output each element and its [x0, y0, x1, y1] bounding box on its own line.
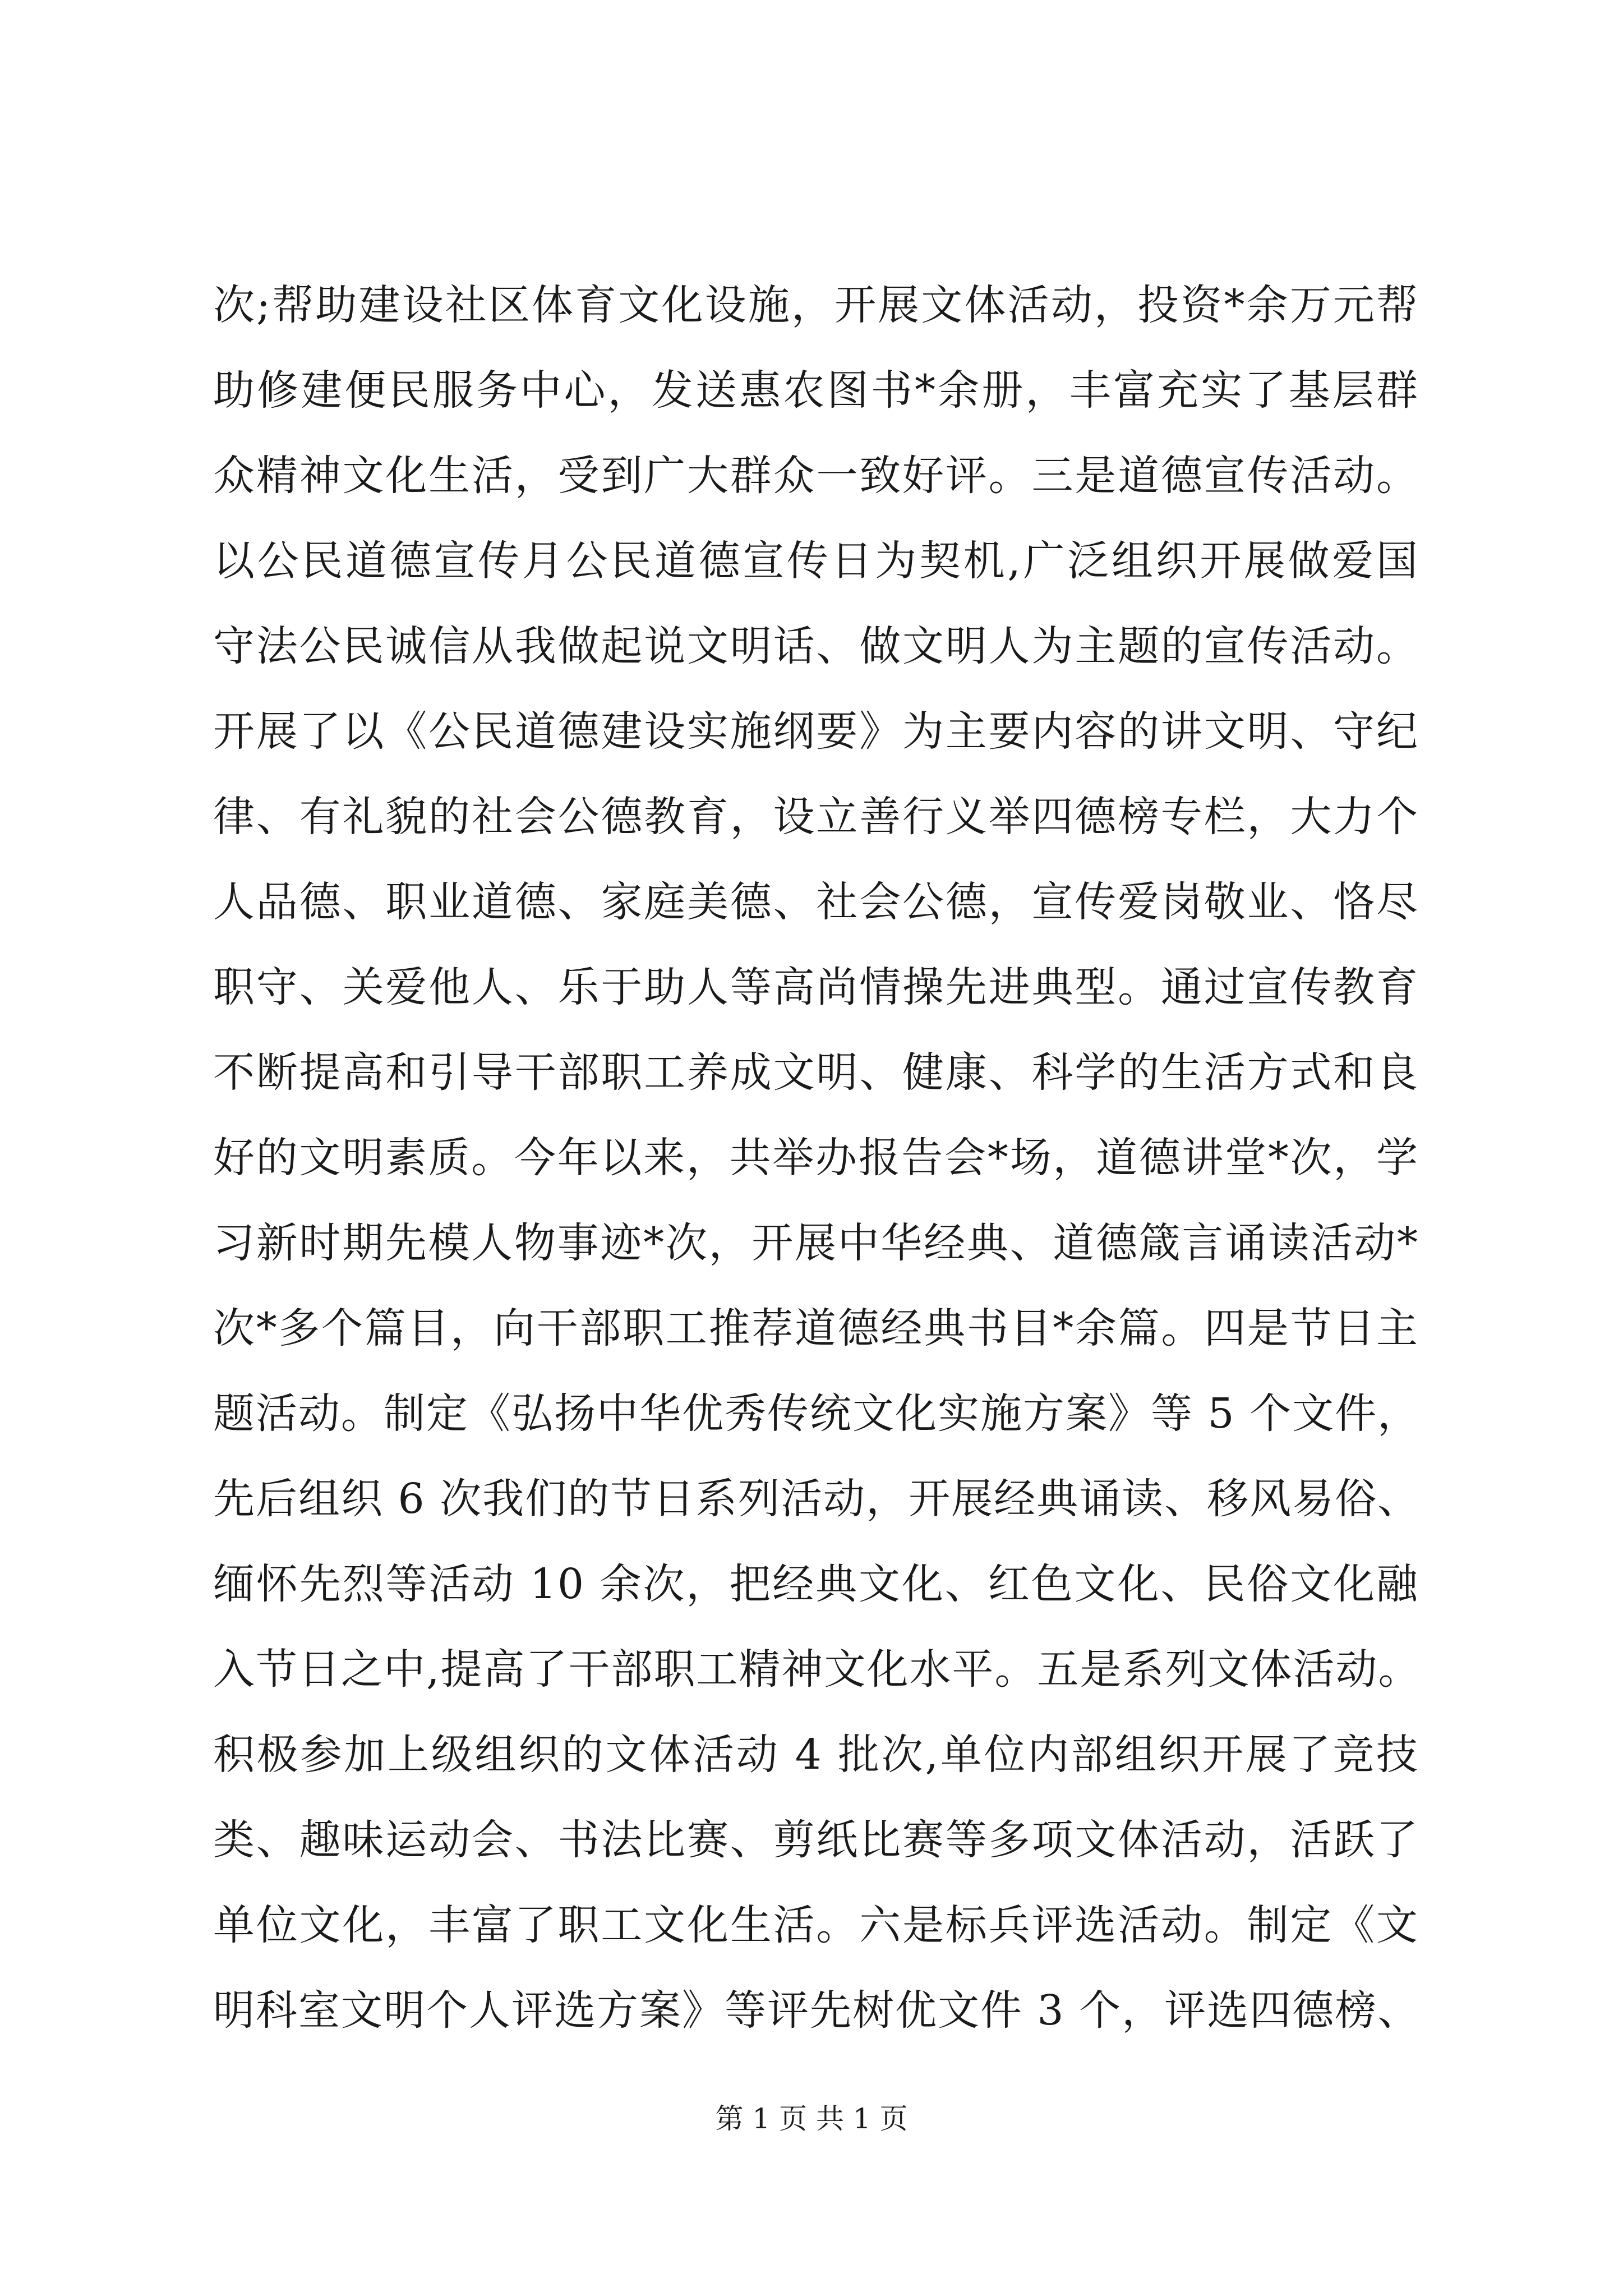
text-line: 律、有礼貌的社会公德教育，设立善行义举四德榜专栏，大力个: [213, 793, 1419, 841]
text-line: 不断提高和引导干部职工养成文明、健康、科学的生活方式和良: [213, 1048, 1419, 1097]
body-paragraph: [213, 263, 1419, 2053]
text-line: 次*多个篇目，向干部职工推荐道德经典书目*余篇。四是节日主: [213, 1304, 1419, 1352]
text-line: 好的文明素质。今年以来，共举办报告会*场，道德讲堂*次，学: [213, 1134, 1419, 1182]
text-line: 类、趣味运动会、书法比赛、剪纸比赛等多项文体活动，活跃了: [213, 1816, 1419, 1864]
text-line: 先后组织 6 次我们的节日系列活动，开展经典诵读、移风易俗、: [213, 1475, 1421, 1523]
text-line: 次;帮助建设社区体育文化设施，开展文体活动，投资*余万元帮: [213, 281, 1419, 329]
page-footer: [0, 2099, 1623, 2138]
text-line: 缅怀先烈等活动 10 余次，把经典文化、红色文化、民俗文化融: [213, 1560, 1419, 1608]
text-line: 入节日之中,提高了干部职工精神文化水平。五是系列文体活动。: [213, 1645, 1421, 1694]
page-number-label: 第 1 页 共 1 页: [715, 2102, 908, 2135]
text-line: 单位文化，丰富了职工文化生活。六是标兵评选活动。制定《文: [213, 1901, 1419, 1949]
text-line: 习新时期先模人物事迹*次，开展中华经典、道德箴言诵读活动*: [213, 1219, 1419, 1267]
text-line: 众精神文化生活，受到广大群众一致好评。三是道德宣传活动。: [213, 452, 1419, 500]
text-line: 积极参加上级组织的文体活动 4 批次,单位内部组织开展了竞技: [213, 1731, 1419, 1779]
text-line: 助修建便民服务中心，发送惠农图书*余册，丰富充实了基层群: [213, 366, 1419, 415]
text-line: 明科室文明个人评选方案》等评先树优文件 3 个，评选四德榜、: [213, 1986, 1421, 2035]
text-line: 题活动。制定《弘扬中华优秀传统文化实施方案》等 5 个文件，: [213, 1389, 1421, 1438]
text-line: 职守、关爱他人、乐于助人等高尚情操先进典型。通过宣传教育: [213, 963, 1419, 1011]
text-line: 开展了以《公民道德建设实施纲要》为主要内容的讲文明、守纪: [213, 707, 1419, 756]
text-line: 人品德、职业道德、家庭美德、社会公德，宣传爱岗敬业、恪尽: [213, 878, 1419, 926]
text-line: 守法公民诚信从我做起说文明话、做文明人为主题的宣传活动。: [213, 622, 1419, 670]
text-line: 以公民道德宣传月公民道德宣传日为契机,广泛组织开展做爱国: [213, 537, 1419, 585]
